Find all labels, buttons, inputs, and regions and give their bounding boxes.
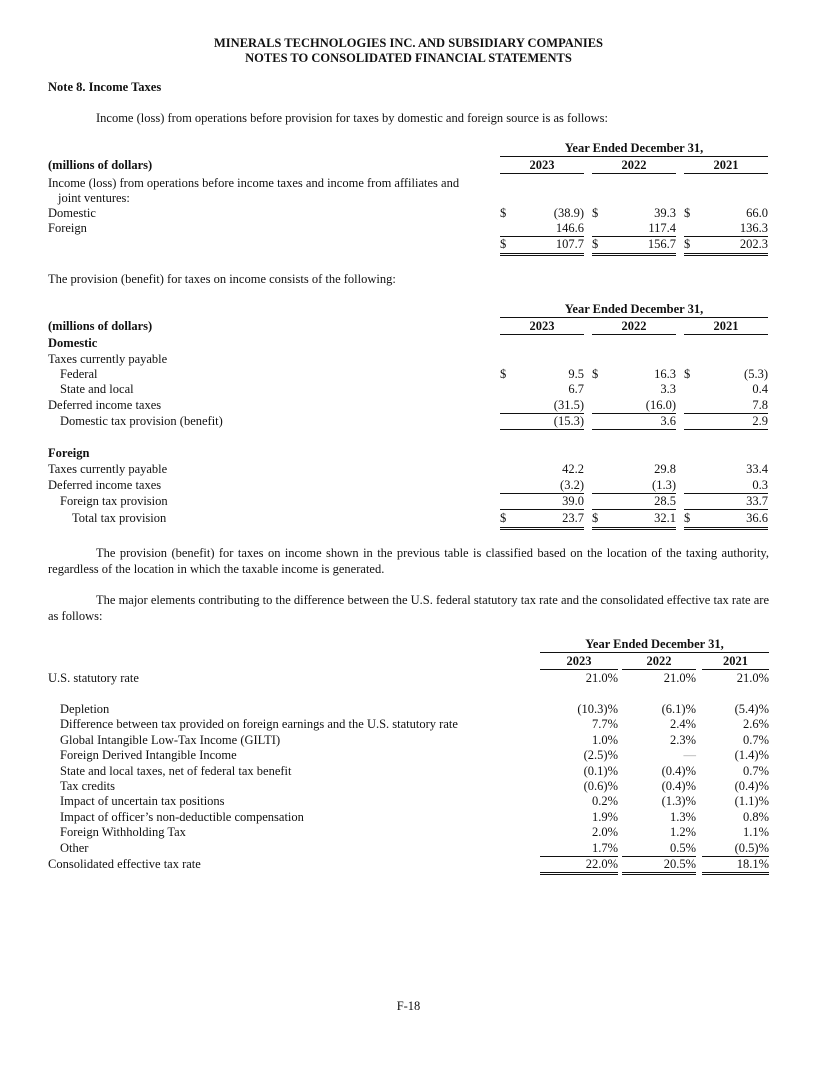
table2-cell: 0.3 [684,478,768,494]
table2-cell: 7.8 [684,398,768,414]
table2-units: (millions of dollars) [48,319,153,333]
table1-cell: 66.0 [746,206,768,220]
table2-row-label: Taxes currently payable [48,462,168,476]
table3-cell: (10.3)% [577,702,618,716]
table2-year-2021: 2021 [684,319,768,335]
table3-row-label: Other [60,840,89,855]
table3-total-cell: 18.1% [702,857,769,875]
table3-cell: 1.3% [669,809,696,824]
table3-row-label: Tax credits [60,779,116,793]
table3-cell: 1.2% [669,825,696,840]
table3-total-cell: 20.5% [622,857,696,875]
paragraph-classification: The provision (benefit) for taxes on income shown in the previous table is classified based on the location of the taxing authority, regardless of the location in which the taxable income is generated. [48,546,769,576]
table2-cell: 3.3 [660,382,676,396]
table3-row-label: Global Intangible Low-Tax Income (GILTI) [60,732,281,747]
dollar-sign: $ [592,237,599,251]
table2-domestic-heading: Domestic [48,336,98,350]
table2-cell: (16.0) [592,398,676,414]
table3-cell: 2.4% [669,717,696,732]
table2-total-cell [684,511,768,530]
table3-cell: (0.4)% [661,779,696,793]
table1-year-2021: 2021 [684,158,768,174]
table3-cell: (1.1)% [734,794,769,809]
table3-cell: 21.0% [736,671,769,685]
table2-cell: 3.6 [592,414,676,430]
table3-cell: 2.6% [742,717,769,732]
dollar-sign: $ [592,367,599,381]
table1-period-header: Year Ended December 31, [564,141,704,155]
table3-cell: 0.7% [742,763,769,778]
table3-cell: (1.4)% [734,748,769,763]
table3-cell: (0.4)% [734,779,769,793]
table1-cell: 117.4 [592,221,676,237]
table2-cell: (3.2) [500,478,584,494]
table3-cell: — [683,748,696,763]
table2-cell: 39.0 [500,494,584,510]
intro-paragraph-1: Income (loss) from operations before provision for taxes by domestic and foreign source is as follows: [96,111,609,125]
table3-period-rule [540,652,769,653]
table3-cell: (1.3)% [661,794,696,809]
table2-cell: 33.4 [746,462,768,476]
table1-cell: 39.3 [654,206,676,220]
table1-total-cell [684,237,768,256]
table3-cell: (5.4)% [734,702,769,716]
table2-year-2022: 2022 [592,319,676,335]
table3-period-header: Year Ended December 31, [585,637,724,651]
table2-cell: (15.3) [500,414,584,430]
table1-total-cell [500,237,584,256]
intro-paragraph-2: The provision (benefit) for taxes on income consists of the following: [48,272,396,286]
table1-cell: 146.6 [500,221,584,237]
table3-cell: (0.5)% [702,841,769,857]
table2-row-label: Domestic tax provision (benefit) [60,414,223,428]
table1-row-label: Foreign [48,221,87,235]
dollar-sign: $ [684,511,691,525]
table2-cell: 2.9 [684,414,768,430]
table3-cell: 21.0% [663,671,696,685]
table2-cell: (1.3) [592,478,676,494]
table2-total-cell [500,511,584,530]
table2-cell: (5.3) [744,367,768,381]
table1-year-2023: 2023 [500,158,584,174]
table2-row-label: Foreign tax provision [60,494,168,508]
table2-total-value: 32.1 [654,511,676,525]
table2-period-header: Year Ended December 31, [564,302,704,316]
table3-year-2023: 2023 [540,654,618,670]
table2-total-value: 36.6 [746,511,768,525]
table2-total-label: Total tax provision [72,511,167,525]
table2-cell: 28.5 [592,494,676,510]
table3-cell: 2.0% [591,825,618,840]
table3-cell: 0.5% [622,841,696,857]
dollar-sign: $ [684,367,691,381]
table3-cell: (6.1)% [661,702,696,716]
table3-cell: (0.4)% [661,763,696,778]
dollar-sign: $ [592,511,599,525]
table3-cell: 1.7% [540,841,618,857]
table3-cell: 0.8% [742,809,769,824]
table3-effective-label: Consolidated effective tax rate [48,857,201,871]
table1-total-value: 107.7 [555,237,584,251]
dollar-sign: $ [500,511,507,525]
table2-row-label: Taxes currently payable [48,352,168,366]
table1-period-rule [500,156,768,157]
table3-cell: 0.2% [591,794,618,809]
table1-row-label: Domestic [48,206,96,220]
table1-cell: (38.9) [553,206,584,220]
dollar-sign: $ [684,206,691,220]
table1-cell: 136.3 [684,221,768,237]
table1-units: (millions of dollars) [48,158,153,172]
document-subtitle: NOTES TO CONSOLIDATED FINANCIAL STATEMENTS [245,51,572,65]
table3-cell: 1.1% [742,825,769,840]
table3-cell: 1.0% [591,732,618,747]
table3-cell: (0.6)% [583,779,618,793]
table1-total-value: 202.3 [739,237,768,251]
table1-section-label-cont: joint ventures: [58,191,130,205]
table3-row-label: Impact of officer’s non-deductible compensation [60,809,304,824]
table2-cell: 9.5 [568,367,584,381]
table1-total-value: 156.7 [647,237,676,251]
table2-cell: 42.2 [562,462,584,476]
note-title: Note 8. Income Taxes [48,80,162,94]
table3-cell: (2.5)% [583,748,618,763]
table3-cell: 7.7% [591,717,618,732]
dollar-sign: $ [500,206,507,220]
table2-period-rule [500,317,768,318]
table1-section-label: Income (loss) from operations before income taxes and income from affiliates and [48,176,460,190]
dollar-sign: $ [500,237,507,251]
table3-cell: 2.3% [669,732,696,747]
page-number: F-18 [396,999,421,1013]
table3-row-label: Foreign Withholding Tax [60,825,186,840]
table2-cell: (31.5) [500,398,584,414]
table3-row-label: Foreign Derived Intangible Income [60,748,237,763]
table3-cell: 21.0% [585,671,618,685]
table2-foreign-heading: Foreign [48,446,90,460]
table3-statutory-label: U.S. statutory rate [48,671,139,685]
table3-year-2021: 2021 [702,654,769,670]
table2-row-label: Deferred income taxes [48,478,162,492]
table3-total-cell: 22.0% [540,857,618,875]
table2-total-value: 23.7 [562,511,584,525]
table2-cell: 0.4 [752,382,768,396]
table3-row-label: Difference between tax provided on foreign earnings and the U.S. statutory rate [60,717,458,732]
table2-cell: 33.7 [684,494,768,510]
table2-row-label: Federal [60,367,98,381]
table2-cell: 16.3 [654,367,676,381]
table2-total-cell [592,511,676,530]
paragraph-rate-elements: The major elements contributing to the difference between the U.S. federal statutory tax rate and the consolidated effective tax rate are as follows: [48,593,769,623]
dollar-sign: $ [592,206,599,220]
table2-cell: 29.8 [654,462,676,476]
table2-cell: 6.7 [568,382,584,396]
table2-row-label: State and local [60,382,134,396]
table2-year-2023: 2023 [500,319,584,335]
company-name: MINERALS TECHNOLOGIES INC. AND SUBSIDIARY COMPANIES [214,36,603,50]
dollar-sign: $ [684,237,691,251]
table3-row-label: Depletion [60,702,110,716]
dollar-sign: $ [500,367,507,381]
table3-row-label: Impact of uncertain tax positions [60,794,225,809]
table3-cell: 1.9% [591,809,618,824]
table3-year-2022: 2022 [622,654,696,670]
table3-cell: (0.1)% [583,763,618,778]
table1-total-cell [592,237,676,256]
table1-year-2022: 2022 [592,158,676,174]
table2-row-label: Deferred income taxes [48,398,162,412]
table3-cell: 0.7% [742,732,769,747]
table3-row-label: State and local taxes, net of federal tax benefit [60,763,292,778]
